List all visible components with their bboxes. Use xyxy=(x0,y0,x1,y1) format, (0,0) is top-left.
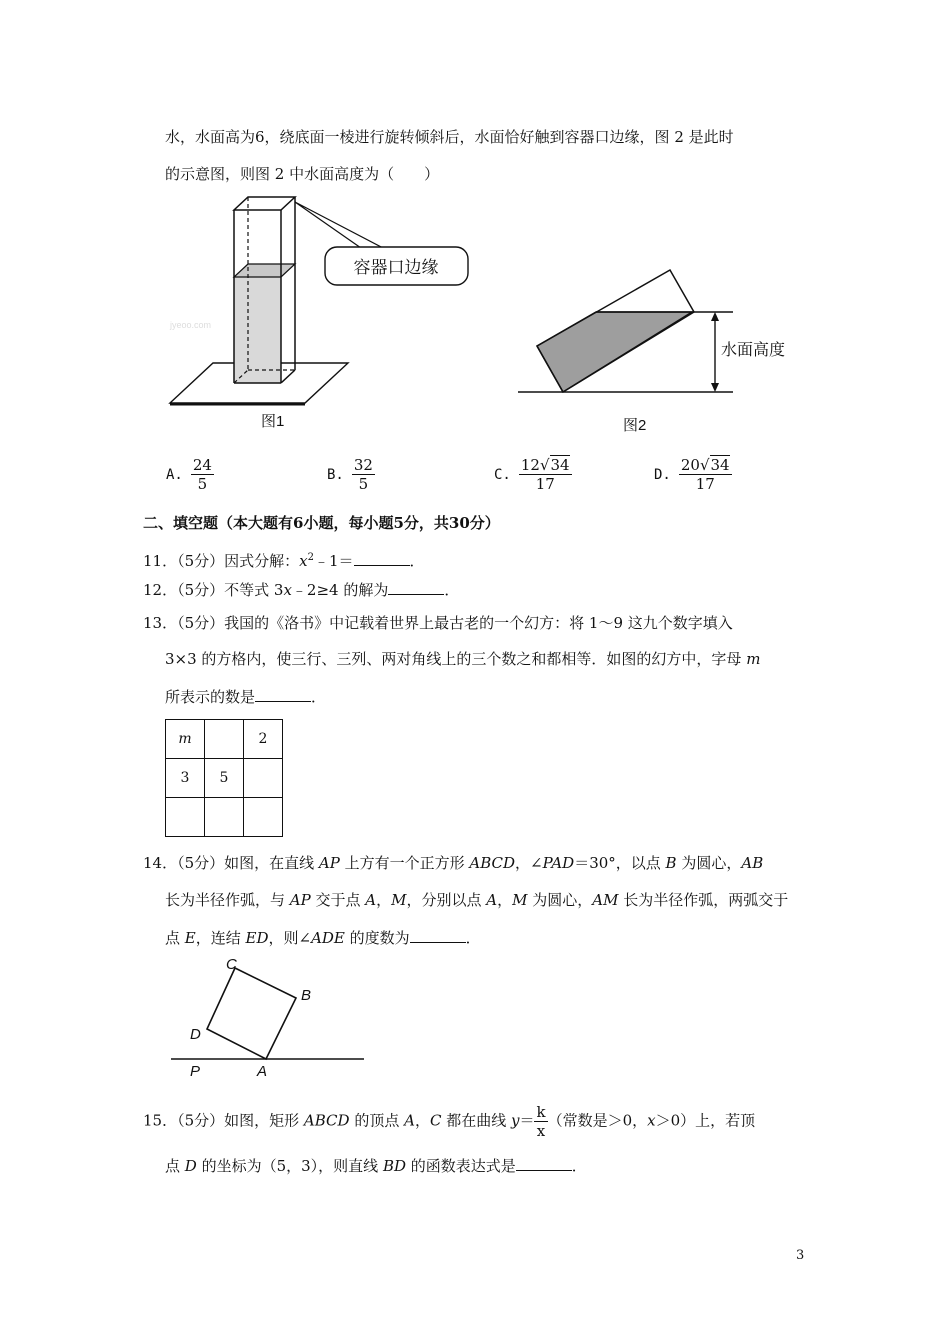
question-14-line2 xyxy=(165,889,788,911)
grid-cell: m xyxy=(166,720,205,759)
q12-end: ． xyxy=(444,581,460,599)
q11-text: ﹣1＝ xyxy=(313,552,354,570)
q11-end: ． xyxy=(409,552,425,570)
grid-cell: 3 xyxy=(166,759,205,798)
q13-text: （5分）我国的《洛书》中记载着世界上最古老的一个幻方：将 1～9 这九个数字填入 xyxy=(177,614,733,632)
answer-blank[interactable] xyxy=(388,580,444,595)
q15-var: D xyxy=(184,1157,197,1175)
question-15-line2 xyxy=(165,1155,587,1177)
q14-text: 为圆心， xyxy=(527,891,593,909)
q14-text: （5分）如图，在直线 xyxy=(177,854,319,872)
page-number: 3 xyxy=(796,1248,805,1263)
q14-label-c: C xyxy=(226,956,237,973)
q10-option-a[interactable] xyxy=(166,456,214,493)
q14-var: ADE xyxy=(311,929,345,947)
q13-text: 所表示的数是 xyxy=(165,688,256,706)
q15-text: ， xyxy=(414,1111,430,1130)
q14-var: AB xyxy=(741,854,764,872)
frac-denominator: 5 xyxy=(358,475,369,493)
radicand: 34 xyxy=(550,456,570,474)
q10-text-line2: 的示意图，则图 2 中水面高度为（ ） xyxy=(165,165,440,183)
q14-text: ，分别以点 xyxy=(406,891,487,909)
q14-end: ． xyxy=(465,929,481,947)
sqrt-icon: √ xyxy=(539,456,550,474)
q14-figure xyxy=(165,955,375,1085)
question-number: 12． xyxy=(143,581,178,599)
magic-square-grid xyxy=(165,719,283,837)
grid-cell xyxy=(205,798,244,837)
q15-text: 的坐标为（5，3），则直线 xyxy=(196,1157,383,1175)
frac-numerator: 24 xyxy=(192,456,212,474)
answer-blank[interactable] xyxy=(255,687,311,702)
fig2-arrow-head-top xyxy=(711,312,719,321)
sqrt-icon: √ xyxy=(699,456,710,474)
question-15-line1 xyxy=(143,1103,755,1140)
grid-cell xyxy=(166,798,205,837)
answer-blank[interactable] xyxy=(354,551,410,566)
q14-text: ＝30°，以点 xyxy=(574,854,666,872)
q15-text: 的顶点 xyxy=(349,1111,405,1130)
fig1-watermark: jyeoo.com xyxy=(170,320,212,330)
option-fraction xyxy=(679,456,732,493)
section-2-title: 二、填空题（本大题有6小题，每小题5分，共30分） xyxy=(143,514,500,532)
q12-text: （5分）不等式 3 xyxy=(177,581,284,599)
option-fraction xyxy=(519,456,572,493)
question-13-line2 xyxy=(165,648,760,670)
q14-label-d: D xyxy=(190,1026,201,1043)
answer-blank[interactable] xyxy=(516,1156,572,1171)
question-13-line3 xyxy=(165,686,326,708)
q15-fraction xyxy=(534,1103,547,1140)
q14-var: AM xyxy=(592,891,619,909)
q14-var: M xyxy=(391,891,407,909)
question-14-line3 xyxy=(165,927,481,949)
fig1-callout-text: 容器口边缘 xyxy=(353,258,439,277)
radicand: 34 xyxy=(710,456,730,474)
fig2-water xyxy=(537,312,692,392)
fig1-caption: 图1 xyxy=(261,413,285,430)
q11-text: （5分）因式分解： xyxy=(177,552,300,570)
question-11 xyxy=(143,547,425,572)
frac-denominator: x xyxy=(536,1122,546,1140)
fig1-callout-pointer xyxy=(295,202,383,248)
q10-option-b[interactable] xyxy=(327,456,375,493)
q14-text: ，则∠ xyxy=(268,929,312,947)
grid-cell xyxy=(205,720,244,759)
q15-var: y xyxy=(510,1111,520,1130)
q15-end: ． xyxy=(571,1157,587,1175)
option-letter: B. xyxy=(327,466,344,483)
coef: 20 xyxy=(680,456,700,474)
option-fraction xyxy=(191,456,214,493)
coef: 12 xyxy=(520,456,540,474)
q10-option-c[interactable] xyxy=(494,456,572,493)
q10-text-line1: 水，水面高为6，绕底面一棱进行旋转倾斜后，水面恰好触到容器口边缘，图 2 是此时 xyxy=(165,128,734,146)
question-13-line1 xyxy=(143,612,733,634)
q15-var: ABCD xyxy=(303,1111,350,1130)
q14-label-p: P xyxy=(190,1063,201,1080)
q10-figure-2 xyxy=(515,262,786,442)
q11-var: x xyxy=(299,552,308,570)
q14-label-b: B xyxy=(301,987,312,1004)
q10-option-d[interactable] xyxy=(654,456,732,493)
grid-row xyxy=(166,798,283,837)
frac-numerator: k xyxy=(536,1103,546,1121)
q14-square-abcd xyxy=(207,968,296,1059)
q11-sup: 2 xyxy=(307,552,314,563)
q14-text: 长为半径作弧，两弧交于 xyxy=(618,891,789,909)
grid-row xyxy=(166,720,283,759)
q14-text: ， xyxy=(497,891,513,909)
q14-var: PAD xyxy=(542,854,575,872)
q14-text: ，连结 xyxy=(195,929,246,947)
option-letter: A. xyxy=(166,466,183,483)
q12-var: x xyxy=(283,581,292,599)
q14-text: ， xyxy=(376,891,392,909)
frac-numerator xyxy=(679,456,732,475)
q15-text: （常数是＞0， xyxy=(547,1111,648,1130)
fig2-arrow-head-bottom xyxy=(711,383,719,392)
q15-text: 都在曲线 xyxy=(441,1111,511,1130)
grid-row xyxy=(166,759,283,798)
q14-text: 为圆心， xyxy=(676,854,742,872)
grid-cell xyxy=(244,798,283,837)
q15-text: ＞0）上，若顶 xyxy=(655,1111,756,1130)
q15-text: ＝ xyxy=(519,1111,535,1130)
q13-end: ． xyxy=(311,688,327,706)
q14-text: 点 xyxy=(165,929,185,947)
question-number: 15． xyxy=(143,1111,178,1130)
grid-cell xyxy=(244,759,283,798)
q14-var: ED xyxy=(245,929,269,947)
q14-var: A xyxy=(365,891,377,909)
q14-text: ，∠ xyxy=(515,854,543,872)
q14-var: AP xyxy=(289,891,311,909)
fig1-top-rim xyxy=(234,197,295,210)
q14-text: 长为半径作弧，与 xyxy=(165,891,290,909)
frac-numerator xyxy=(519,456,572,475)
q13-var: m xyxy=(746,650,761,668)
fig2-height-label: 水面高度 xyxy=(721,342,786,359)
question-number: 11． xyxy=(143,552,178,570)
grid-cell: 5 xyxy=(205,759,244,798)
q13-text: 3×3 的方格内，使三行、三列、两对角线上的三个数之和都相等．如图的幻方中，字母 xyxy=(165,650,747,668)
grid-cell: 2 xyxy=(244,720,283,759)
q15-var: C xyxy=(429,1111,442,1130)
q14-var: B xyxy=(665,854,677,872)
q14-var: M xyxy=(512,891,528,909)
q14-var: A xyxy=(486,891,498,909)
question-number: 13． xyxy=(143,614,178,632)
q10-figure-1 xyxy=(165,190,485,440)
q15-text: （5分）如图，矩形 xyxy=(177,1111,304,1130)
fig1-water-front xyxy=(234,277,281,383)
question-number: 14． xyxy=(143,854,178,872)
q14-var: AP xyxy=(318,854,340,872)
q15-var: BD xyxy=(382,1157,406,1175)
answer-blank[interactable] xyxy=(410,928,466,943)
q15-var: A xyxy=(404,1111,415,1130)
q14-text: 交于点 xyxy=(310,891,366,909)
option-letter: D. xyxy=(654,466,671,483)
q12-text: ﹣2≥4 的解为 xyxy=(291,581,389,599)
q14-label-a: A xyxy=(257,1063,268,1080)
q15-text: 点 xyxy=(165,1157,185,1175)
option-letter: C. xyxy=(494,466,511,483)
fig1-water-top xyxy=(234,264,295,277)
q14-var: E xyxy=(184,929,196,947)
fig2-caption: 图2 xyxy=(623,417,647,434)
q14-var: ABCD xyxy=(469,854,516,872)
frac-denominator: 5 xyxy=(197,475,208,493)
q14-text: 上方有一个正方形 xyxy=(339,854,470,872)
question-14-line1 xyxy=(143,852,763,874)
frac-denominator: 17 xyxy=(695,475,715,493)
frac-numerator: 32 xyxy=(353,456,373,474)
question-12 xyxy=(143,579,459,601)
frac-denominator: 17 xyxy=(535,475,555,493)
q15-text: 的函数表达式是 xyxy=(406,1157,516,1175)
q14-text: 的度数为 xyxy=(344,929,410,947)
option-fraction xyxy=(352,456,375,493)
q15-var: x xyxy=(647,1111,656,1130)
